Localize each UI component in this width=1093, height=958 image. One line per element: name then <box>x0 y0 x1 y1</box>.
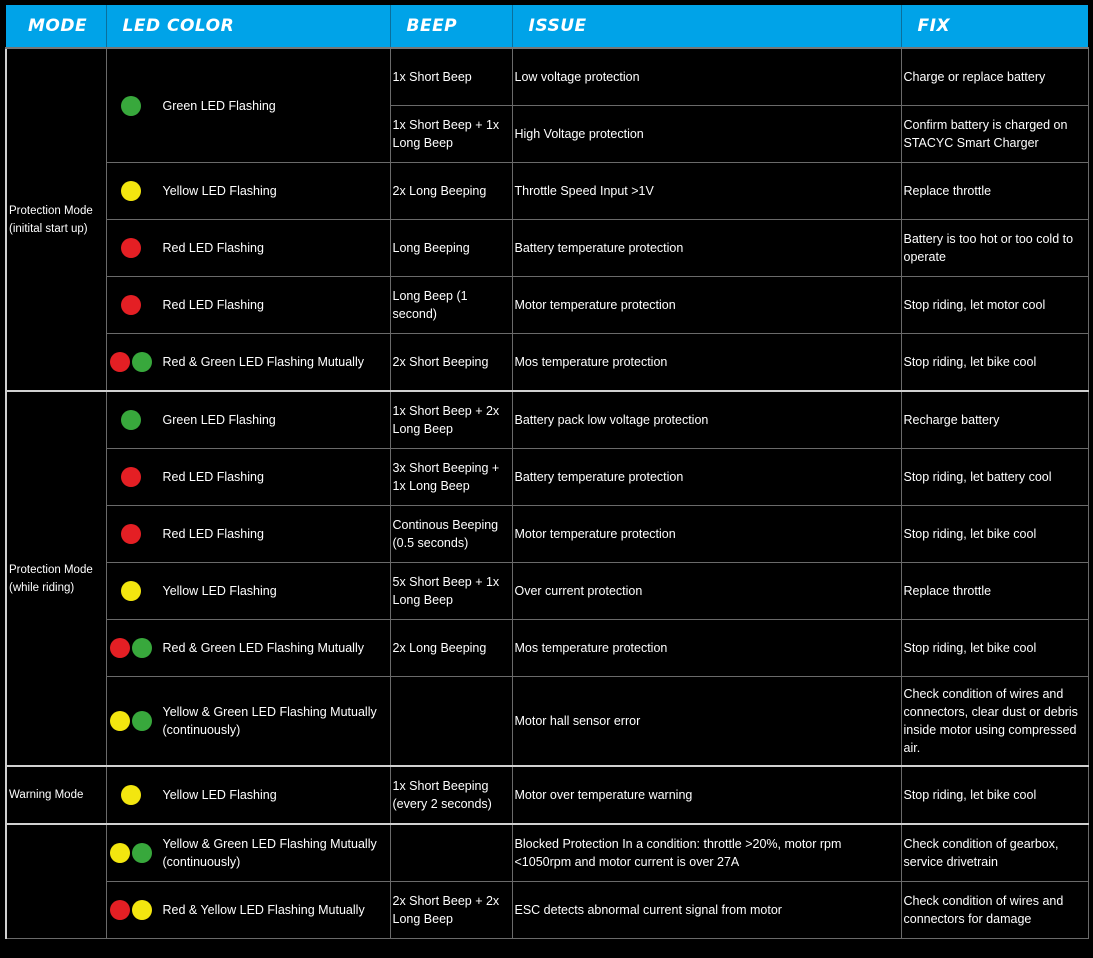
fix-cell: Charge or replace battery <box>901 48 1088 106</box>
issue-cell: Blocked Protection In a condition: throttle >20%, motor rpm <1050rpm and motor current is over 27A <box>512 824 901 882</box>
green-led-icon <box>121 410 141 430</box>
led-cell <box>106 563 390 620</box>
led-cell <box>106 48 390 163</box>
mode-cell: Protection Mode (initital start up) <box>6 48 106 391</box>
fix-cell: Replace throttle <box>901 563 1088 620</box>
led-description: Green LED Flashing <box>162 413 276 427</box>
red-led-icon <box>110 638 130 658</box>
header-mode: MODE <box>6 5 106 48</box>
table-row <box>6 220 1088 277</box>
red-led-icon <box>121 467 141 487</box>
issue-cell: High Voltage protection <box>512 106 901 163</box>
led-beep-troubleshooting-table <box>5 5 1089 939</box>
issue-cell: Motor hall sensor error <box>512 677 901 767</box>
beep-cell <box>390 824 512 882</box>
issue-cell: Mos temperature protection <box>512 620 901 677</box>
green-led-icon <box>132 352 152 372</box>
table-row <box>6 449 1088 506</box>
table-row <box>6 677 1088 767</box>
fix-cell: Battery is too hot or too cold to operate <box>901 220 1088 277</box>
beep-cell: 5x Short Beep + 1x Long Beep <box>390 563 512 620</box>
red-led-icon <box>110 900 130 920</box>
beep-cell: 1x Short Beep <box>390 48 512 106</box>
issue-cell: Throttle Speed Input >1V <box>512 163 901 220</box>
table-row <box>6 334 1088 392</box>
yellow-led-icon <box>121 785 141 805</box>
led-cell <box>106 677 390 767</box>
issue-cell: Battery pack low voltage protection <box>512 391 901 449</box>
led-cell <box>106 766 390 824</box>
led-cell <box>106 449 390 506</box>
led-description: Red & Green LED Flashing Mutually <box>162 355 364 369</box>
led-description: Yellow LED Flashing <box>162 584 277 598</box>
led-cell <box>106 824 390 882</box>
header-fix: FIX <box>901 5 1088 48</box>
led-cell <box>106 506 390 563</box>
led-description: Red LED Flashing <box>162 298 264 312</box>
led-cell <box>106 220 390 277</box>
green-led-icon <box>132 843 152 863</box>
issue-cell: Low voltage protection <box>512 48 901 106</box>
mode-cell: Warning Mode <box>6 766 106 824</box>
fix-cell: Stop riding, let bike cool <box>901 334 1088 392</box>
beep-cell: Long Beeping <box>390 220 512 277</box>
header-issue: ISSUE <box>512 5 901 48</box>
led-cell <box>106 620 390 677</box>
led-description: Red & Yellow LED Flashing Mutually <box>162 903 365 917</box>
issue-cell: Battery temperature protection <box>512 220 901 277</box>
fix-cell: Stop riding, let bike cool <box>901 766 1088 824</box>
table-row <box>6 620 1088 677</box>
issue-cell: Motor temperature protection <box>512 506 901 563</box>
table-row <box>6 391 1088 449</box>
led-description: Red LED Flashing <box>162 527 264 541</box>
beep-cell: Continous Beeping (0.5 seconds) <box>390 506 512 563</box>
yellow-led-icon <box>110 843 130 863</box>
table-row <box>6 563 1088 620</box>
fix-cell: Check condition of wires and connectors for damage <box>901 882 1088 939</box>
table-row <box>6 882 1088 939</box>
beep-cell: 1x Short Beep + 2x Long Beep <box>390 391 512 449</box>
beep-cell <box>390 677 512 767</box>
yellow-led-icon <box>110 711 130 731</box>
red-led-icon <box>121 295 141 315</box>
beep-cell: 1x Short Beeping (every 2 seconds) <box>390 766 512 824</box>
led-description: Yellow LED Flashing <box>162 184 277 198</box>
yellow-led-icon <box>132 900 152 920</box>
table-row <box>6 48 1088 106</box>
table-row <box>6 766 1088 824</box>
mode-cell: Protection Mode (while riding) <box>6 391 106 766</box>
red-led-icon <box>121 524 141 544</box>
fix-cell: Confirm battery is charged on STACYC Smart Charger <box>901 106 1088 163</box>
led-description: Red LED Flashing <box>162 470 264 484</box>
fix-cell: Check condition of wires and connectors, clear dust or debris inside motor using compressed air. <box>901 677 1088 767</box>
header-beep: BEEP <box>390 5 512 48</box>
issue-cell: Mos temperature protection <box>512 334 901 392</box>
beep-cell: 2x Long Beeping <box>390 163 512 220</box>
table-row <box>6 163 1088 220</box>
beep-cell: 2x Short Beeping <box>390 334 512 392</box>
fix-cell: Recharge battery <box>901 391 1088 449</box>
green-led-icon <box>132 711 152 731</box>
troubleshooting-table-container <box>5 5 1087 953</box>
table-row <box>6 277 1088 334</box>
led-cell <box>106 277 390 334</box>
led-description: Red & Green LED Flashing Mutually <box>162 641 364 655</box>
issue-cell: Motor temperature protection <box>512 277 901 334</box>
fix-cell: Stop riding, let bike cool <box>901 506 1088 563</box>
led-description: Yellow & Green LED Flashing Mutually (continuously) <box>162 705 377 737</box>
beep-cell: 2x Long Beeping <box>390 620 512 677</box>
led-cell <box>106 334 390 392</box>
yellow-led-icon <box>121 181 141 201</box>
table-row <box>6 506 1088 563</box>
header-led-color: LED COLOR <box>106 5 390 48</box>
red-led-icon <box>121 238 141 258</box>
issue-cell: ESC detects abnormal current signal from motor <box>512 882 901 939</box>
issue-cell: Over current protection <box>512 563 901 620</box>
issue-cell: Battery temperature protection <box>512 449 901 506</box>
beep-cell: 1x Short Beep + 1x Long Beep <box>390 106 512 163</box>
yellow-led-icon <box>121 581 141 601</box>
table-row <box>6 824 1088 882</box>
fix-cell: Stop riding, let bike cool <box>901 620 1088 677</box>
beep-cell: 3x Short Beeping + 1x Long Beep <box>390 449 512 506</box>
green-led-icon <box>132 638 152 658</box>
beep-cell: 2x Short Beep + 2x Long Beep <box>390 882 512 939</box>
led-cell <box>106 163 390 220</box>
fix-cell: Stop riding, let motor cool <box>901 277 1088 334</box>
green-led-icon <box>121 96 141 116</box>
led-description: Yellow & Green LED Flashing Mutually (continuously) <box>162 837 377 869</box>
beep-cell: Long Beep (1 second) <box>390 277 512 334</box>
led-cell <box>106 391 390 449</box>
fix-cell: Replace throttle <box>901 163 1088 220</box>
mode-cell <box>6 824 106 939</box>
led-description: Red LED Flashing <box>162 241 264 255</box>
led-description: Green LED Flashing <box>162 98 276 113</box>
fix-cell: Stop riding, let battery cool <box>901 449 1088 506</box>
led-description: Yellow LED Flashing <box>162 788 277 802</box>
issue-cell: Motor over temperature warning <box>512 766 901 824</box>
fix-cell: Check condition of gearbox, service drivetrain <box>901 824 1088 882</box>
header-row <box>6 5 1088 48</box>
red-led-icon <box>110 352 130 372</box>
led-cell <box>106 882 390 939</box>
